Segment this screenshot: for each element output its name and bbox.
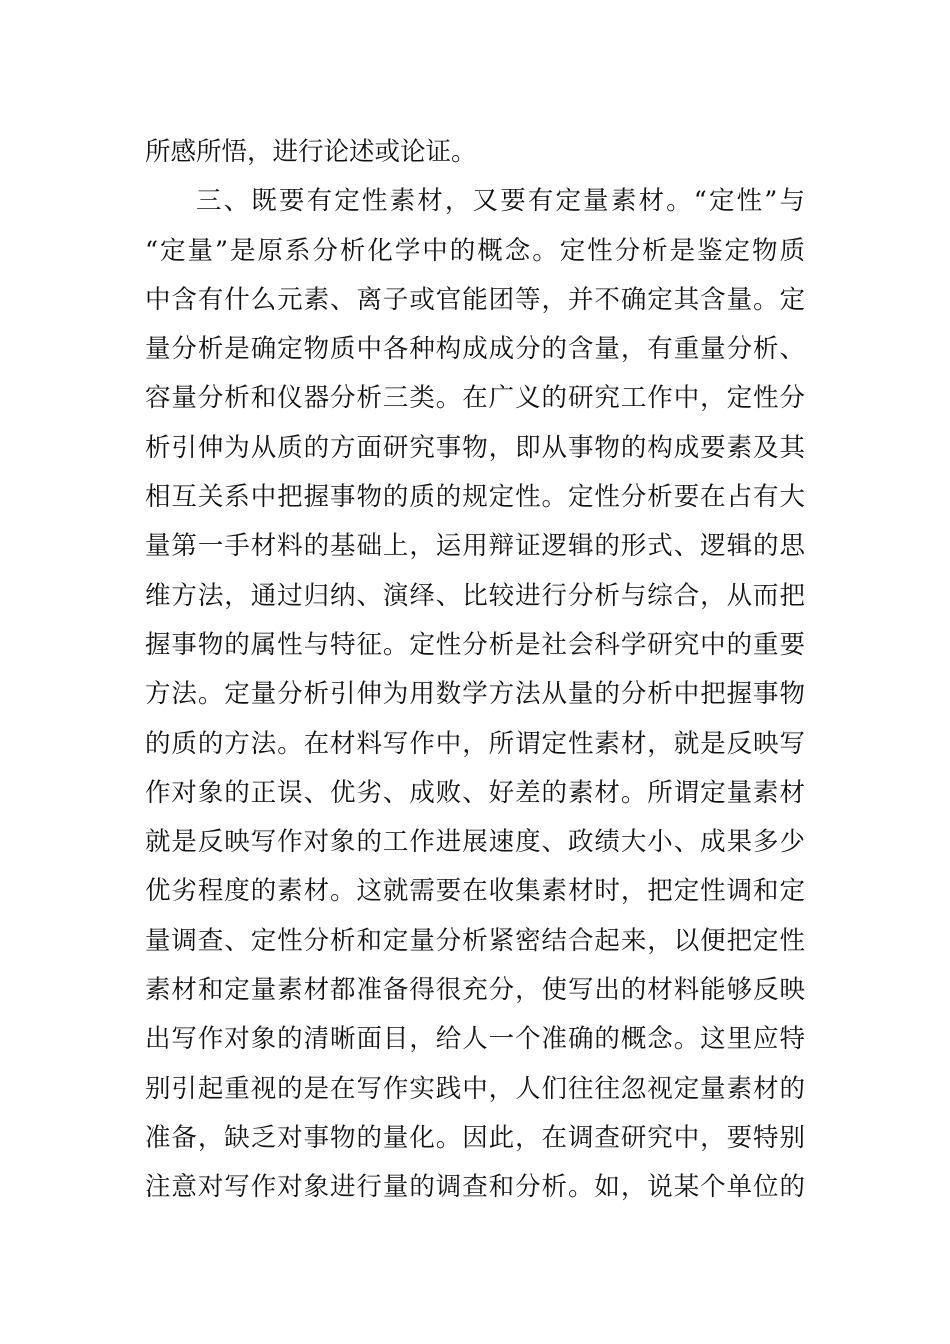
text-line: 中含有什么元素、离子或官能团等，并不确定其含量。定 bbox=[145, 284, 805, 315]
text-line: 量调查、定性分析和定量分析紧密结合起来，以便把定性 bbox=[145, 925, 805, 956]
text-line: 相互关系中把握事物的质的规定性。定性分析要在占有大 bbox=[145, 482, 805, 513]
body-text bbox=[145, 128, 805, 1213]
text-line: 量分析是确定物质中各种构成成分的含量，有重量分析、 bbox=[145, 334, 805, 365]
text-line: 维方法，通过归纳、演绎、比较进行分析与综合，从而把 bbox=[145, 580, 805, 611]
text-line: 作对象的正误、优劣、成败、好差的素材。所谓定量素材 bbox=[145, 777, 805, 808]
text-line: 准备，缺乏对事物的量化。因此，在调查研究中，要特别 bbox=[145, 1122, 805, 1153]
text-line: 注意对写作对象进行量的调查和分析。如，说某个单位的 bbox=[145, 1172, 805, 1203]
text-line: 素材和定量素材都准备得很充分，使写出的材料能够反映 bbox=[145, 975, 805, 1006]
text-line: 出写作对象的清晰面目，给人一个准确的概念。这里应特 bbox=[145, 1024, 805, 1055]
text-line: 方法。定量分析引伸为用数学方法从量的分析中把握事物 bbox=[145, 679, 805, 710]
text-line: 握事物的属性与特征。定性分析是社会科学研究中的重要 bbox=[145, 629, 805, 660]
text-line: 的质的方法。在材料写作中，所谓定性素材，就是反映写 bbox=[145, 728, 805, 759]
text-line: 优劣程度的素材。这就需要在收集素材时，把定性调和定 bbox=[145, 876, 805, 907]
text-line: “定量”是原系分析化学中的概念。定性分析是鉴定物质 bbox=[145, 235, 805, 266]
text-line: 所感所悟，进行论述或论证。 bbox=[145, 137, 477, 167]
text-line: 容量分析和仪器分析三类。在广义的研究工作中，定性分 bbox=[145, 383, 805, 414]
text-line: 析引伸为从质的方面研究事物，即从事物的构成要素及其 bbox=[145, 432, 805, 463]
text-line: 量第一手材料的基础上，运用辩证逻辑的形式、逻辑的思 bbox=[145, 531, 805, 562]
paragraph-first-line: 三、既要有定性素材，又要有定量素材。“定性”与 bbox=[196, 186, 805, 217]
text-line: 就是反映写作对象的工作进展速度、政绩大小、成果多少 bbox=[145, 827, 805, 858]
text-line: 别引起重视的是在写作实践中，人们往往忽视定量素材的 bbox=[145, 1073, 805, 1104]
